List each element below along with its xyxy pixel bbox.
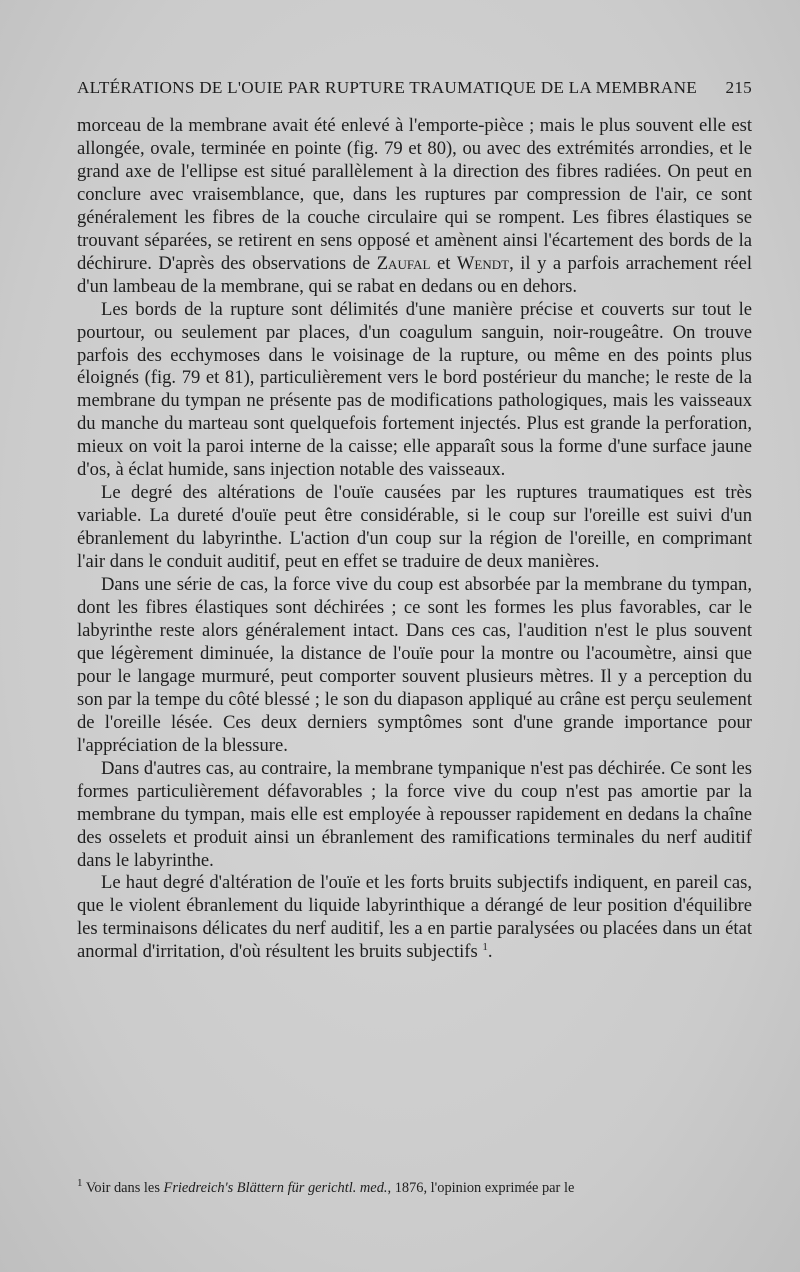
paragraph-3: Le degré des altérations de l'ouïe causées par les ruptures traumatiques est très variable. La dureté d'ouïe peut être considérable, si le coup sur l'oreille est suivi d'un ébranlement du labyrinthe. L'action d'un coup sur la région de l'oreille, en comprimant l'air dans le conduit auditif, peut en effet se traduire de deux manières.	[77, 482, 752, 573]
cited-work-title: Friedreich's Blättern für gerichtl. med.	[163, 1180, 388, 1196]
paragraph-4: Dans une série de cas, la force vive du coup est absorbée par la membrane du tympan, dont les fibres élastiques sont déchirées ; ce sont les formes les plus favorables, car le labyrinthe reste alors généralement intact. Dans ces cas, l'audition n'est le plus souvent que légèrement diminuée, la distance de l'ouïe pour la montre ou l'acoumètre, ainsi que pour le langage murmuré, peut comporter souvent plusieurs mètres. Il y a perception du son par la tempe du côté blessé ; le son du diapason appliqué au crâne est perçu seulement de l'oreille lésée. Ces deux derniers symptômes sont d'une grande importance pour l'appréciation de la blessure.	[77, 574, 752, 756]
running-head	[77, 77, 752, 99]
body-text	[77, 115, 752, 964]
running-head-title: ALTÉRATIONS DE L'OUIE PAR RUPTURE TRAUMATIQUE DE LA MEMBRANE	[77, 78, 697, 97]
paragraph-1: morceau de la membrane avait été enlevé à l'emporte-pièce ; mais le plus souvent elle est allongée, ovale, terminée en pointe (fig. 79 et 80), ou avec des extrémités arrondies, et le grand axe de l'ellipse est situé parallèlement à la direction des fibres radiées. On peut en conclure avec vraisemblance, que, dans les ruptures par compression de l'air, ce sont généralement les fibres de la couche circulaire qui se rompent. Les fibres élastiques se trouvant séparées, se retirent en sens opposé et amènent ainsi l'écartement des bords de la déchirure. D'après des observations de Zaufal et Wendt, il y a parfois arrachement réel d'un lambeau de la membrane, qui se rabat en dedans ou en dehors.	[77, 115, 753, 297]
footnote-reference[interactable]: 1	[482, 941, 488, 954]
footnote: $^1$ Voir dans les Friedreich's Blättern für gerichtl. med., 1876, l'opinion exprimée par le	[77, 1177, 575, 1196]
paragraph-5: Dans d'autres cas, au contraire, la membrane tympanique n'est pas déchirée. Ce sont les formes particulièrement défavorables ; la force vive du coup n'est pas amortie par la membrane du tympan, mais elle est employée à repousser rapidement en dedans la chaîne des osselets et produit ainsi un ébranlement des ramifications terminales du nerf auditif dans le labyrinthe.	[77, 757, 752, 871]
author-name-wendt: Wendt	[456, 252, 510, 274]
page-number: 215	[725, 78, 752, 97]
paragraph-6: Le haut degré d'altération de l'ouïe et les forts bruits subjectifs indiquent, en pareil cas, que le violent ébranlement du liquide labyrinthique a dérangé de leur position d'équilibre les terminaisons délicates du nerf auditif, les a en partie paralysées ou placées dans un état anormal d'irritation, d'où résultent les bruits subjectifs $^1$.	[77, 872, 752, 963]
author-name-zaufal: Zaufal	[376, 252, 431, 274]
paragraph-2: Les bords de la rupture sont délimités d'une manière précise et couverts sur tout le pourtour, ou seulement par places, d'un coagulum sanguin, noir-rougeâtre. On trouve parfois des ecchymoses dans le voisinage de la rupture, ou même en des points plus éloignés (fig. 79 et 81), particulièrement vers le bord postérieur du manche; le reste de la membrane du tympan ne présente pas de modifications pathologiques, mais les vaisseaux du manche du marteau sont quelquefois fortement injectés. Plus est grande la perforation, mieux on voit la paroi interne de la caisse; elle apparaît sous la forme d'une surface jaune d'os, à éclat humide, sans injection notable des vaisseaux.	[77, 298, 752, 481]
footnote-mark: 1	[77, 1177, 83, 1190]
